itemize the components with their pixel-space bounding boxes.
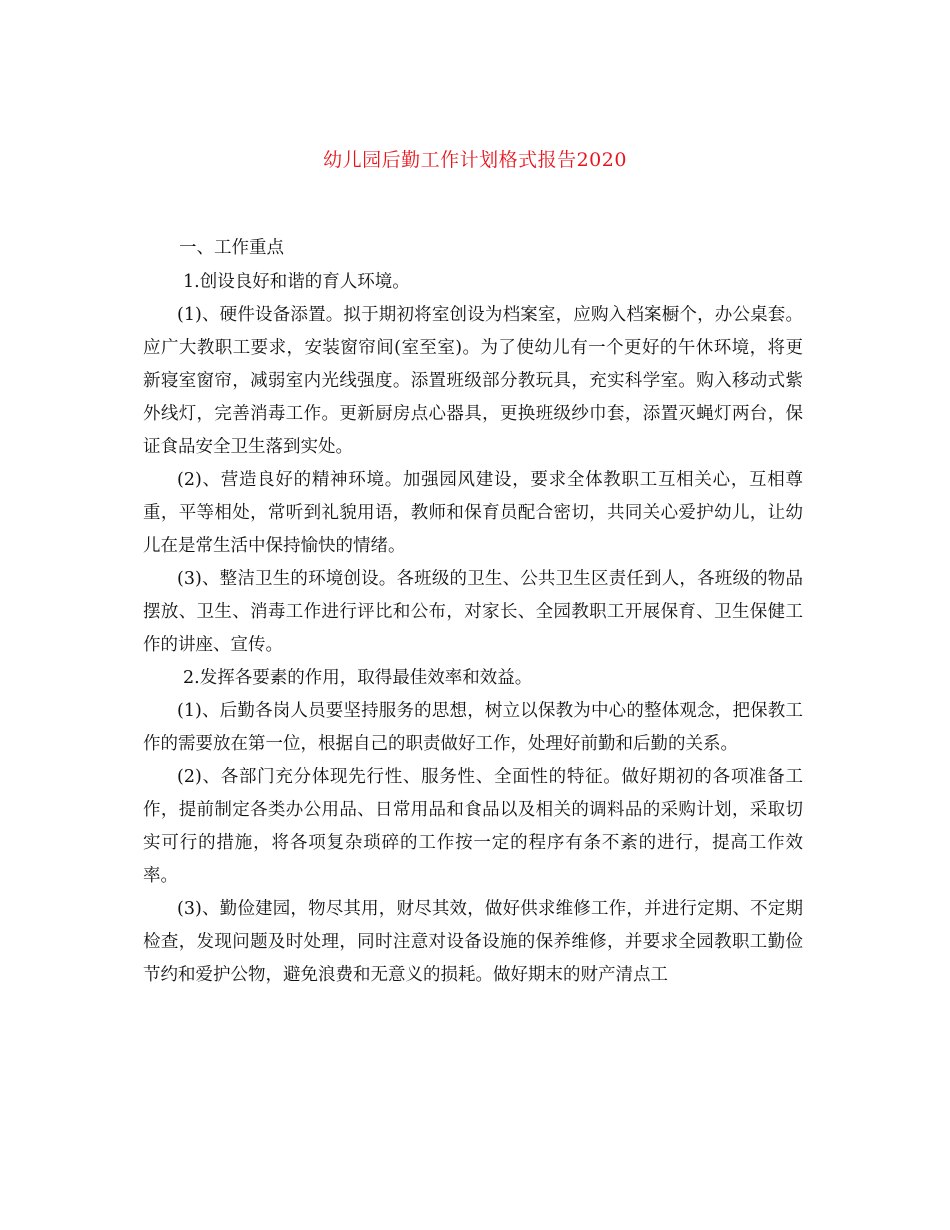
subsection-heading-1: 1.创设良好和谐的育人环境。 (183, 272, 410, 292)
document-title: 幼儿园后勤工作计划格式报告2020 (323, 149, 627, 171)
paragraph-2-1: (1)、后勤各岗人员要坚持服务的思想，树立以保教为中心的整体观念，把保教工作的需要放在第一位，根据自己的职责做好工作，处理好前勤和后勤的关系。 (143, 701, 803, 754)
paragraph-1-2: (2)、营造良好的精神环境。加强园风建设，要求全体教职工互相关心，互相尊重，平等相处，常听到礼貌用语，教师和保育员配合密切，共同关心爱护幼儿，让幼儿在是常生活中保持愉快的情绪。 (143, 470, 803, 556)
document-body (143, 232, 803, 992)
subsection-heading-2: 2.发挥各要素的作用，取得最佳效率和效益。 (183, 668, 533, 688)
section-heading: 一、工作重点 (179, 238, 284, 258)
paragraph-2-3: (3)、勤俭建园，物尽其用，财尽其效，做好供求维修工作，并进行定期、不定期检查，发现问题及时处理，同时注意对设备设施的保养维修，并要求全园教职工勤俭节约和爱护公物，避免浪费和无意义的损耗。做好期末的财产清点工 (143, 899, 803, 985)
paragraph-1-1: (1)、硬件设备添置。拟于期初将室创设为档案室，应购入档案橱个，办公桌套。应广大教职工要求，安装窗帘间(室至室)。为了使幼儿有一个更好的午休环境，将更新寝室窗帘，减弱室内光线强度。添置班级部分教玩具，充实科学室。购入移动式紫外线灯，完善消毒工作。更新厨房点心器具，更换班级纱巾套，添置灭蝇灯两台，保证食品安全卫生落到实处。 (143, 305, 803, 457)
paragraph-1-3: (3)、整洁卫生的环境创设。各班级的卫生、公共卫生区责任到人，各班级的物品摆放、卫生、消毒工作进行评比和公布，对家长、全园教职工开展保育、卫生保健工作的讲座、宣传。 (143, 569, 803, 655)
paragraph-2-2: (2)、各部门充分体现先行性、服务性、全面性的特征。做好期初的各项准备工作，提前制定各类办公用品、日常用品和食品以及相关的调料品的采购计划，采取切实可行的措施，将各项复杂琐碎的工作按一定的程序有条不紊的进行，提高工作效率。 (143, 767, 803, 886)
